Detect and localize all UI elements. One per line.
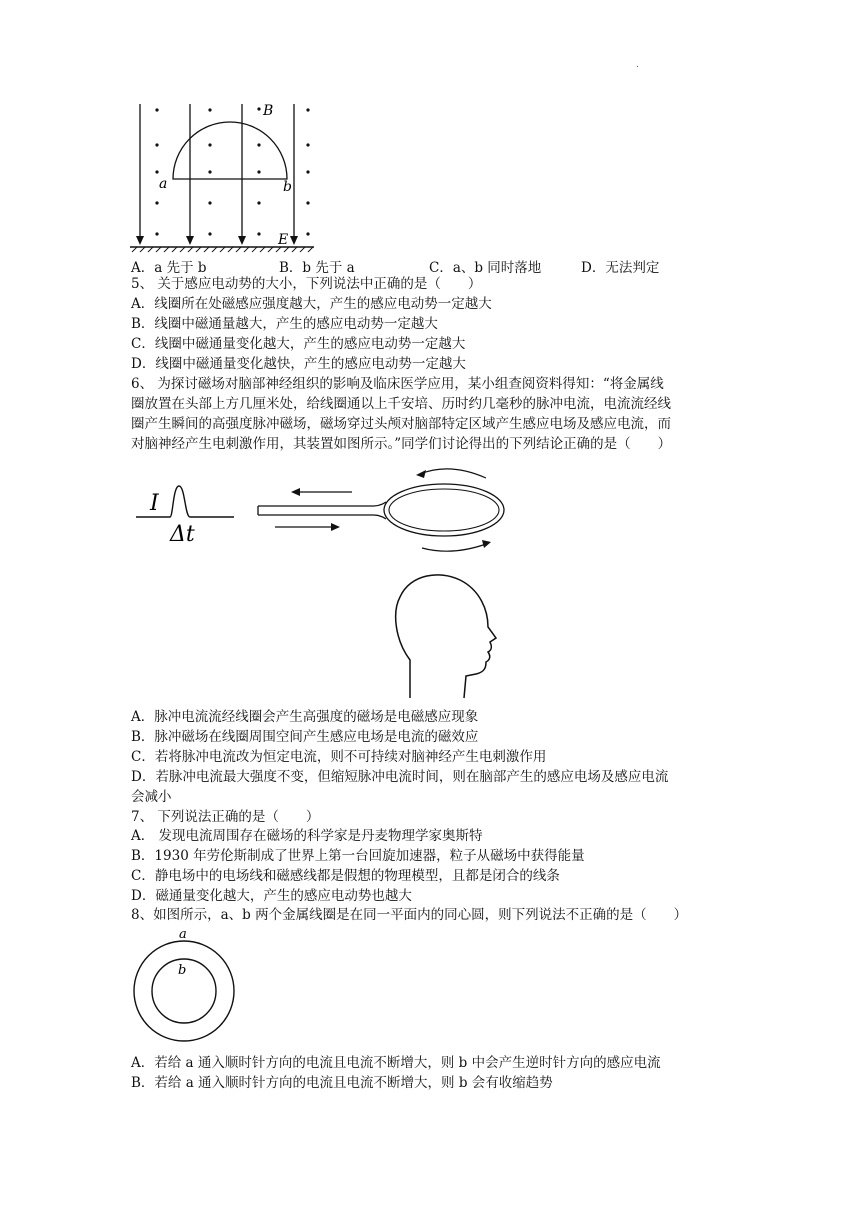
- q6-option-c: C．若将脉冲电流改为恒定电流，则不可持续对脑神经产生电刺激作用: [131, 749, 547, 765]
- q6-stem-line-1: 6、 为探讨磁场对脑部神经组织的影响及临床医学应用，某小组查阅资料得知：“将金属线: [131, 376, 664, 392]
- q6-stem-line-3: 圈产生瞬间的高强度脉冲磁场，磁场穿过头颅对脑部特定区域产生感应电场及感应电流，而: [131, 416, 671, 432]
- q7-option-c: C．静电场中的电场线和磁感线都是假想的物理模型，且都是闭合的线条: [131, 868, 560, 884]
- label-coil-a: a: [179, 927, 187, 942]
- q6-option-d-line-2: 会减小: [131, 789, 172, 805]
- q8-option-b: B．若给 a 通入顺时针方向的电流且电流不断增大，则 b 会有收缩趋势: [131, 1075, 553, 1091]
- q8-stem: 8、如图所示，a、b 两个金属线圈是在同一平面内的同心圆，则下列说法不正确的是（ ）: [131, 907, 688, 923]
- q6-option-d-line-1: D．若脉冲电流最大强度不变，但缩短脉冲电流时间，则在脑部产生的感应电场及感应电流: [131, 769, 669, 785]
- q4-option-d: D．无法判定: [581, 260, 660, 276]
- label-a: a: [159, 176, 168, 192]
- q6-option-b: B．脉冲磁场在线圈周围空间产生感应电场是电流的磁效应: [131, 729, 479, 745]
- q7-stem: 7、 下列说法正确的是（ ）: [131, 809, 320, 825]
- q5-option-a: A．线圈所在处磁感应强度越大，产生的感应电动势一定越大: [131, 296, 492, 312]
- q6-option-a: A．脉冲电流流经线圈会产生高强度的磁场是电磁感应现象: [131, 709, 479, 725]
- q5-option-c: C．线圈中磁通量变化越大，产生的感应电动势一定越大: [131, 336, 466, 352]
- q8-option-a: A．若给 a 通入顺时针方向的电流且电流不断增大，则 b 中会产生逆时针方向的感应电流: [131, 1055, 661, 1071]
- label-delta-t: Δt: [170, 522, 195, 547]
- magnetic-field-figure: [128, 98, 318, 254]
- q7-option-d: D．磁通量变化越大，产生的感应电动势也越大: [131, 888, 412, 904]
- q7-option-b: B．1930 年劳伦斯制成了世界上第一台回旋加速器，粒子从磁场中获得能量: [131, 848, 585, 864]
- q7-option-a: A． 发现电流周围存在磁场的科学家是丹麦物理学家奥斯特: [131, 828, 483, 844]
- q6-stem-line-2: 圈放置在头部上方几厘米处，给线圈通以上千安培、历时约几毫秒的脉冲电流，电流流经线: [131, 396, 671, 412]
- q4-option-b: B．b 先于 a: [279, 260, 355, 276]
- q5-stem: 5、 关于感应电动势的大小，下列说法中正确的是（ ）: [131, 276, 482, 292]
- q4-option-a: A．a 先于 b: [131, 260, 207, 276]
- label-b: b: [283, 179, 292, 195]
- q5-option-d: D．线圈中磁通量变化越快，产生的感应电动势一定越大: [131, 356, 466, 372]
- head-icon: [396, 575, 496, 698]
- label-B: B: [263, 103, 274, 119]
- q5-option-b: B．线圈中磁通量越大，产生的感应电动势一定越大: [131, 316, 438, 332]
- q6-stem-line-4: 对脑神经产生电刺激作用，其装置如图所示。”同学们讨论得出的下列结论正确的是（ ）: [131, 436, 672, 452]
- concentric-coils-figure: [130, 924, 240, 1044]
- label-E: E: [278, 232, 289, 248]
- header-mark: .: [636, 60, 639, 70]
- label-I: I: [150, 491, 159, 516]
- pulse-coil-figure: [130, 462, 550, 702]
- q4-option-c: C．a、b 同时落地: [429, 260, 542, 276]
- label-coil-b: b: [178, 963, 187, 978]
